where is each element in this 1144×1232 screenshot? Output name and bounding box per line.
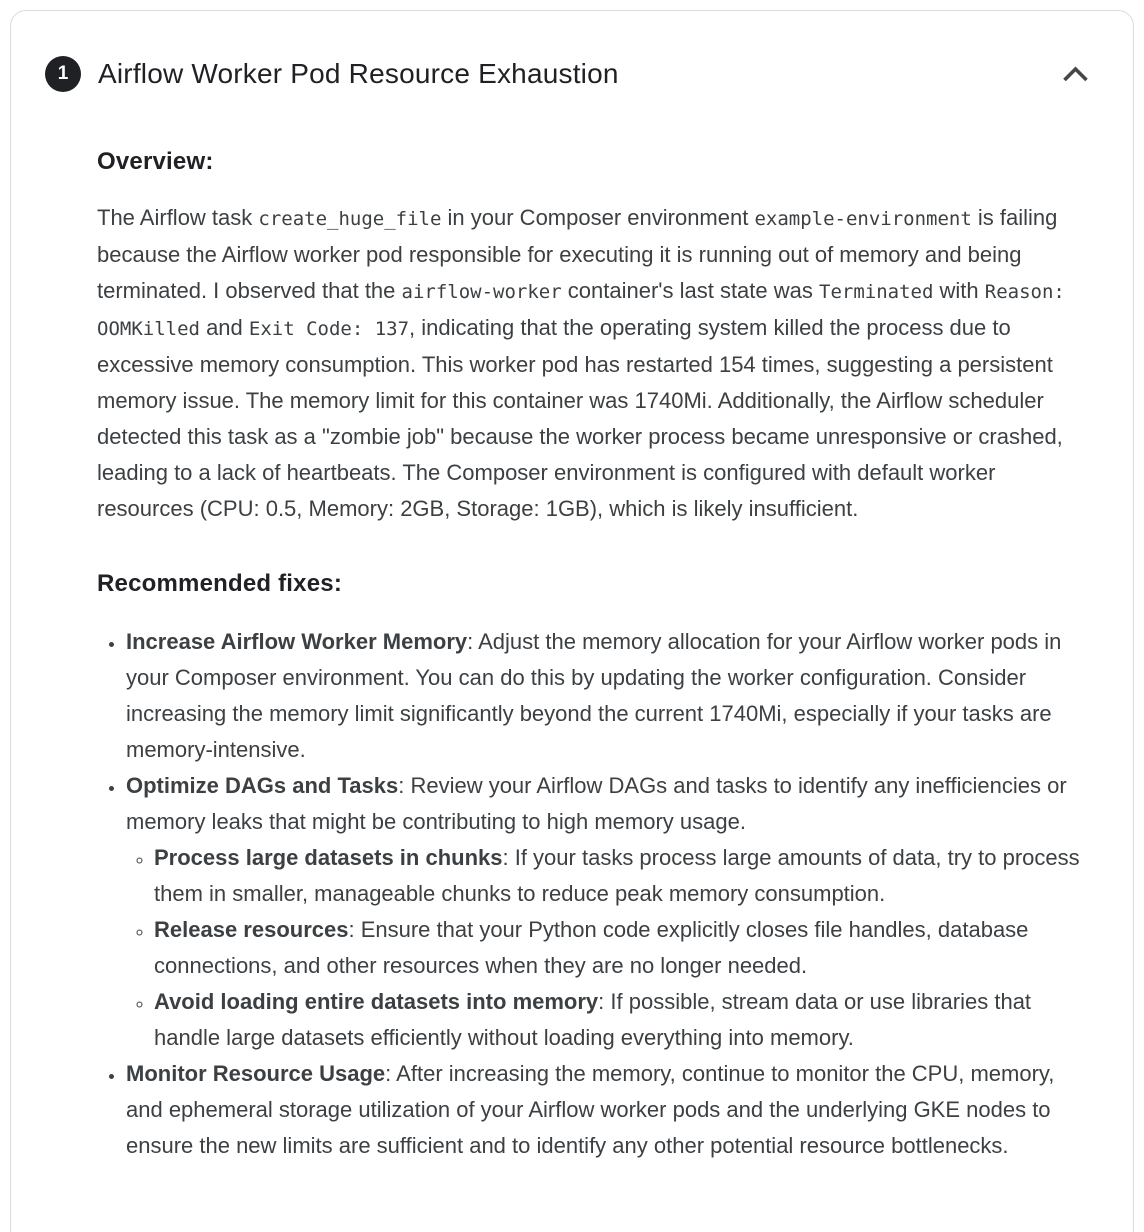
overview-paragraph: [97, 200, 1095, 527]
issue-title: Airflow Worker Pod Resource Exhaustion: [98, 58, 619, 89]
issue-card-header[interactable]: [11, 11, 1133, 92]
overview-text-segment: is failing because the Airflow worker pod responsible for executing it is running out of memory and being terminated. I observed that the: [97, 205, 1058, 303]
chevron-up-icon: [1062, 65, 1089, 83]
fix-subitem: [154, 912, 1095, 984]
fix-item: [126, 624, 1095, 768]
inline-code-state: Terminated: [819, 281, 934, 303]
fix-subitem-label: Release resources: [154, 917, 349, 942]
fix-item-label: Optimize DAGs and Tasks: [126, 773, 399, 798]
fix-subitem-text: : Ensure that your Python code explicitly closes file handles, database connections, and other resources when they are no longer needed.: [154, 917, 1029, 978]
fix-item-text: : Review your Airflow DAGs and tasks to identify any inefficiencies or memory leaks that might be contributing to high memory usage.: [126, 773, 1067, 834]
overview-text-segment: The Airflow task: [97, 205, 259, 230]
overview-text-segment: , indicating that the operating system killed the process due to excessive memory consumption. This worker pod has restarted 154 times, suggesting a persistent memory issue. The memory limit for this container was 1740Mi. Additionally, the Airflow scheduler detected this task as a "zombie job" because the worker process became unresponsive or crashed, leading to a lack of heartbeats. The Composer environment is configured with default worker resources (CPU: 0.5, Memory: 2GB, Storage: 1GB), which is likely insufficient.: [97, 315, 1063, 521]
overview-text-segment: in your Composer environment: [441, 205, 755, 230]
inline-code-task-name: create_huge_file: [258, 208, 442, 230]
fix-item-text: : Adjust the memory allocation for your Airflow worker pods in your Composer environment. You can do this by updating the worker configuration. Consider increasing the memory limit significantly beyond the current 1740Mi, especially if your tasks are memory-intensive.: [126, 629, 1062, 762]
fix-item-label: Increase Airflow Worker Memory: [126, 629, 468, 654]
overview-heading: Overview:: [97, 148, 214, 175]
issue-card-body: [11, 148, 1133, 1232]
inline-code-container-name: airflow-worker: [401, 281, 562, 303]
fix-subitem: [154, 840, 1095, 912]
fix-item-text: : After increasing the memory, continue to monitor the CPU, memory, and ephemeral storage utilization of your Airflow worker pods and the underlying GKE nodes to ensure the new limits are sufficient and to identify any other potential resource bottlenecks.: [126, 1061, 1055, 1158]
fix-item-label: Monitor Resource Usage: [126, 1061, 386, 1086]
overview-text-segment: container's last state was: [561, 278, 819, 303]
fix-subitem-text: : If possible, stream data or use libraries that handle large datasets efficiently without loading everything into memory.: [154, 989, 1032, 1050]
fix-item: [126, 768, 1095, 1056]
recommended-fixes-heading: Recommended fixes:: [97, 570, 343, 597]
issue-card: [10, 10, 1134, 1232]
nested-fixes-list: [126, 840, 1095, 1056]
inline-code-environment-name: example-environment: [754, 208, 972, 230]
fix-subitem-text: : If your tasks process large amounts of data, try to process them in smaller, manageable chunks to reduce peak memory consumption.: [154, 845, 1080, 906]
overview-text-segment: with: [933, 278, 985, 303]
fix-subitem: [154, 984, 1095, 1056]
fix-subitem-label: Process large datasets in chunks: [154, 845, 503, 870]
inline-code-reason: Reason: OOMKilled: [97, 281, 1077, 340]
fix-subitem-label: Avoid loading entire datasets into memory: [154, 989, 599, 1014]
overview-text-segment: and: [199, 315, 249, 340]
fix-item: [126, 1056, 1095, 1164]
collapse-button[interactable]: [1058, 61, 1093, 87]
fixes-list: [97, 624, 1095, 1164]
issue-number-badge: 1: [45, 56, 81, 92]
inline-code-exit-code: Exit Code: 137: [248, 318, 410, 340]
